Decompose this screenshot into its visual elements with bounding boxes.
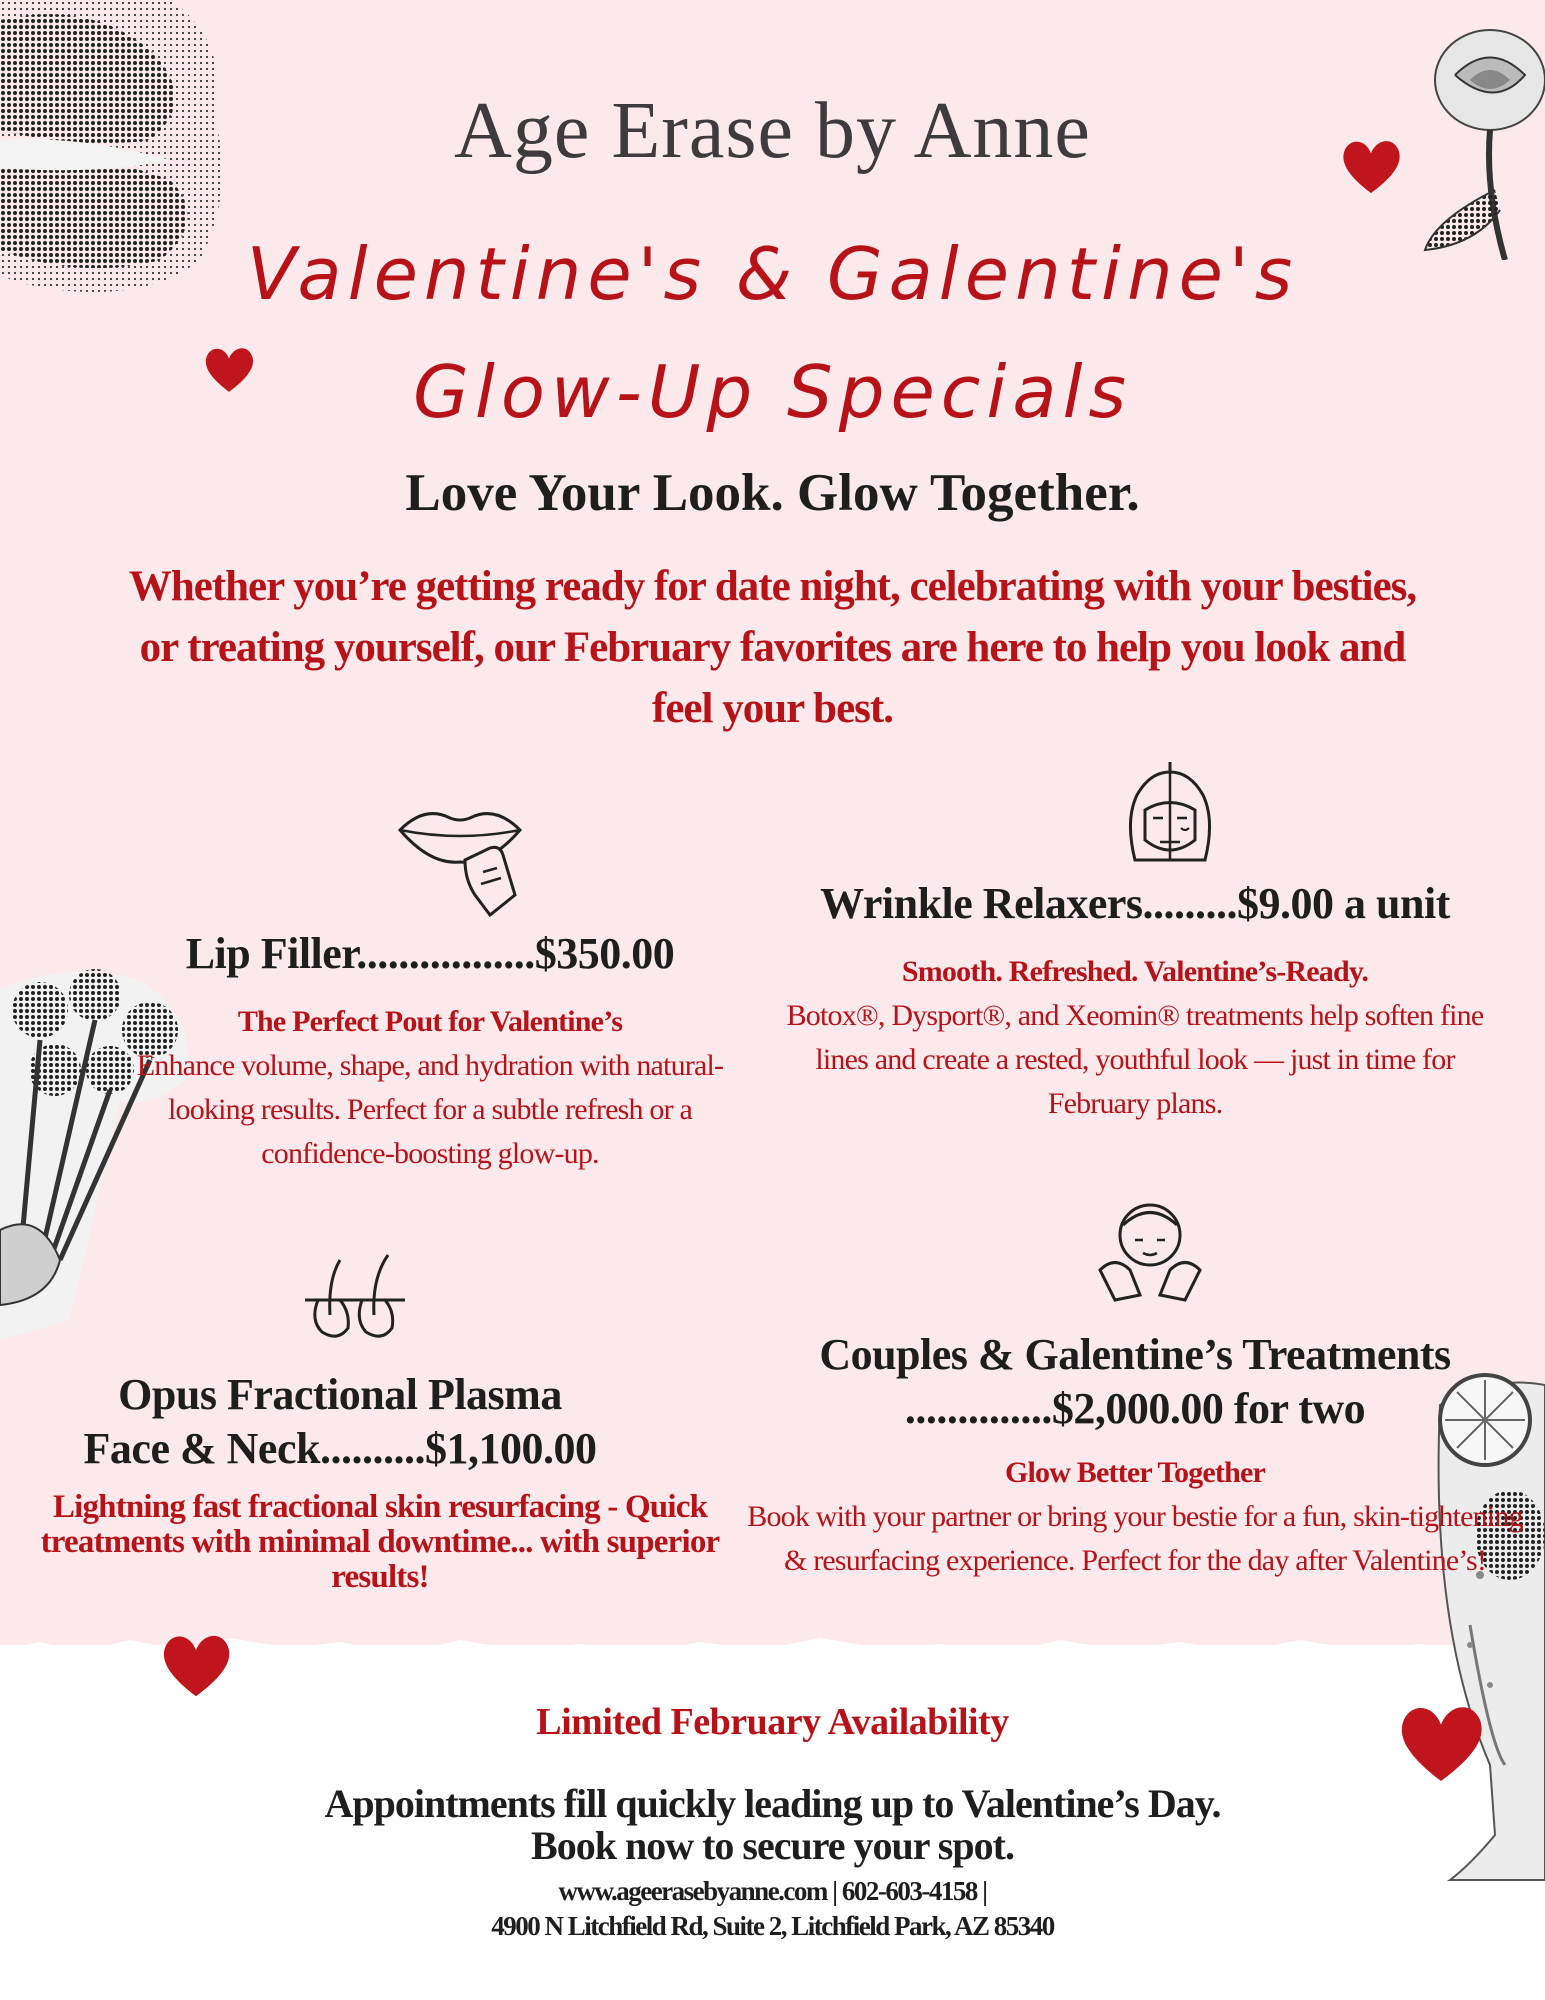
intro-paragraph: Whether you’re getting ready for date night, celebrating with your besties, or treating yourself, our February favorites are here to help you look and feel your best.	[128, 563, 1417, 732]
couples-title	[740, 1328, 1530, 1436]
opus-title-line-2: Face & Neck..........$1,100.00	[83, 1424, 597, 1473]
heart-icon	[160, 1628, 232, 1704]
script-headline-line-2: Glow-Up Specials	[413, 350, 1132, 434]
contact-info	[0, 1874, 1545, 1944]
limited-availability-heading: Limited February Availability	[536, 1701, 1009, 1743]
wrinkle-relaxers-title: Wrinkle Relaxers.........$9.00 a unit	[820, 879, 1450, 928]
couples-subtitle: Glow Better Together	[1004, 1456, 1266, 1489]
appointments-note	[0, 1783, 1545, 1867]
opus-title-line-1: Opus Fractional Plasma	[118, 1370, 562, 1419]
couples-title-line-2: ..............$2,000.00 for two	[904, 1384, 1366, 1433]
face-icon	[1115, 760, 1225, 870]
opus-description: Lightning fast fractional skin resurfacing - Quick treatments with minimal downtime... with superior results!	[40, 1489, 720, 1595]
address-line: 4900 N Litchfield Rd, Suite 2, Litchfield Park, AZ 85340	[491, 1911, 1054, 1941]
lip-filler-subtitle: The Perfect Pout for Valentine’s	[237, 1005, 623, 1038]
spa-treatment-icon	[1095, 1195, 1205, 1305]
tagline: Love Your Look. Glow Together.	[405, 464, 1140, 522]
appointments-line-1: Appointments fill quickly leading up to Valentine’s Day.	[324, 1781, 1221, 1826]
opus-title	[40, 1368, 640, 1476]
couples-description: Book with your partner or bring your bestie for a fun, skin-tightening & resurfacing experience. Perfect for the day after Valentine’s!	[747, 1500, 1523, 1577]
wrinkle-relaxers-subtitle: Smooth. Refreshed. Valentine’s-Ready.	[901, 955, 1369, 988]
wrinkle-relaxers-description: Botox®, Dysport®, and Xeomin® treatments help soften fine lines and create a rested, youthful look — just in time for February plans.	[786, 999, 1484, 1120]
contact-line-1[interactable]: www.ageerasebyanne.com | 602-603-4158 |	[558, 1876, 987, 1906]
couples-title-line-1: Couples & Galentine’s Treatments	[819, 1330, 1451, 1379]
script-headline-line-1: Valentine's & Galentine's	[246, 232, 1299, 316]
lip-filler-title: Lip Filler.................$350.00	[185, 929, 675, 978]
brand-title: Age Erase by Anne	[454, 87, 1091, 175]
hair-follicle-icon	[300, 1250, 410, 1345]
appointments-line-2: Book now to secure your spot.	[531, 1823, 1014, 1868]
lips-icon	[395, 800, 525, 920]
lip-filler-description: Enhance volume, shape, and hydration with natural-looking results. Perfect for a subtle refresh or a confidence-boosting glow-up.	[136, 1049, 724, 1170]
